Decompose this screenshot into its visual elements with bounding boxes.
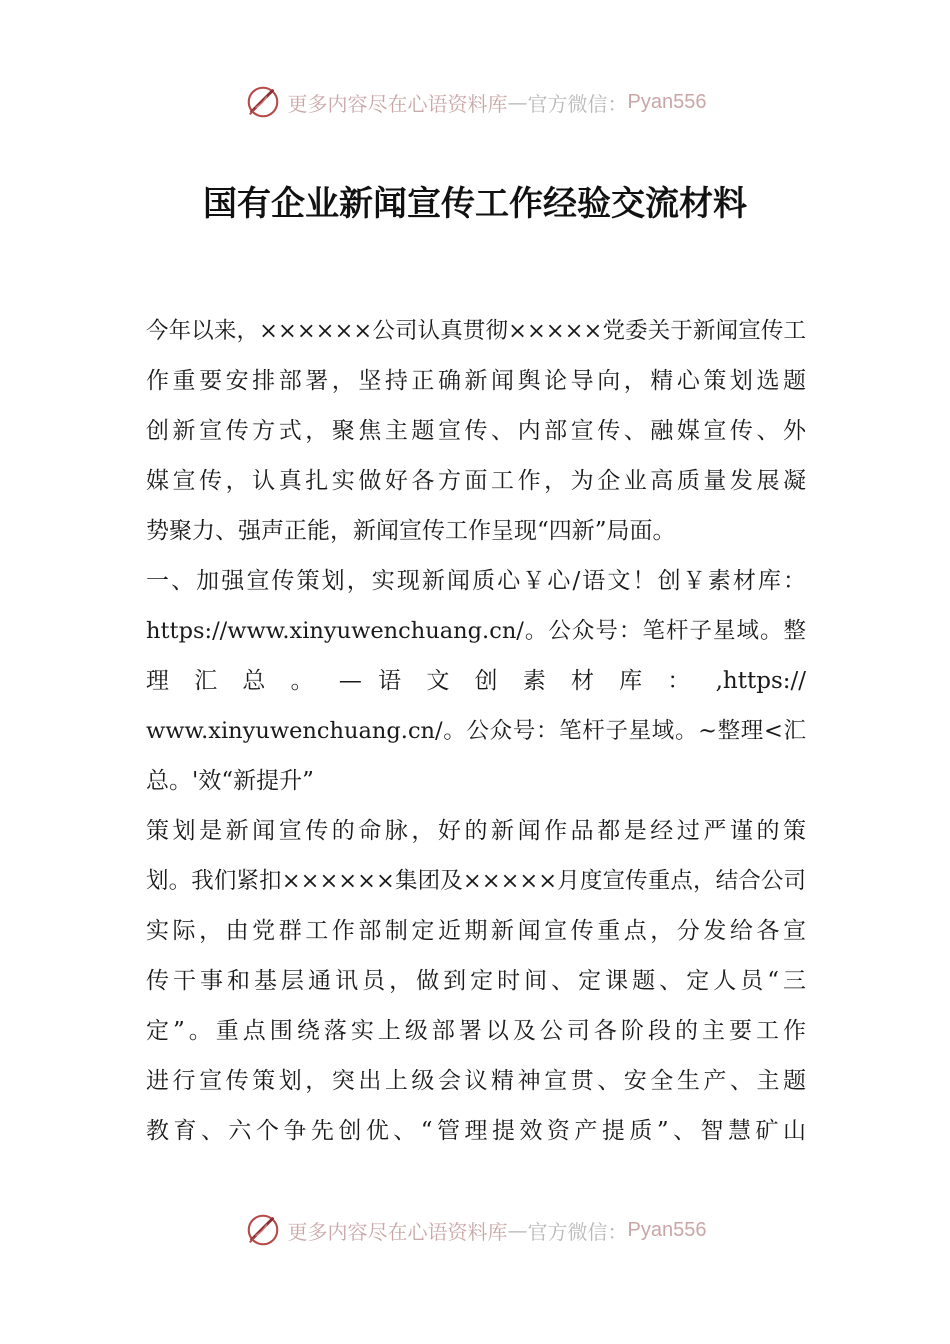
document-body (146, 306, 806, 1156)
watermark-wechat-label: 官方微信： (527, 91, 628, 116)
watermark-banner-bottom (0, 1208, 950, 1252)
document-title: 国有企业新闻宣传工作经验交流材料 (203, 184, 747, 224)
paragraph-line: 媒宣传，认真扎实做好各方面工作，为企业高质量发展凝 (146, 468, 806, 494)
paragraph-line: 创新宣传方式，聚焦主题宣传、内部宣传、融媒宣传、外 (146, 418, 806, 444)
paragraph-line: 策划是新闻宣传的命脉，好的新闻作品都是经过严谨的策 (146, 818, 806, 844)
watermark-separator: — (507, 1218, 528, 1242)
paragraph-line: 进行宣传策划，突出上级会议精神宣贯、安全生产、主题 (146, 1068, 806, 1094)
watermark-separator: — (507, 90, 528, 114)
section-heading-line: https://www.xinyuwenchuang.cn/。公众号：笔杆子星域。整 (146, 618, 806, 644)
paragraph-line: 作重要安排部署，坚持正确新闻舆论导向，精心策划选题 (146, 368, 806, 394)
watermark-banner-top (0, 80, 950, 124)
watermark-brand-text: 更多内容尽在心语资料库 (287, 1219, 508, 1244)
paragraph-line: 定”。重点围绕落实上级部署以及公司各阶段的主要工作 (146, 1018, 806, 1044)
paragraph-line: 势聚力、强声正能，新闻宣传工作呈现“四新”局面。 (146, 518, 676, 544)
section-heading-line: 总。'效“新提升” (146, 768, 314, 794)
paragraph-line: 实际，由党群工作部制定近期新闻宣传重点，分发给各宣 (146, 918, 806, 944)
section-heading-line: 理 汇 总 。 — 语 文 创 素 材 库 ： ,https:// (146, 668, 806, 694)
paragraph-line: 传干事和基层通讯员，做到定时间、定课题、定人员“三 (146, 968, 806, 994)
paragraph-line: 今年以来，××××××公司认真贯彻×××××党委关于新闻宣传工 (146, 318, 806, 344)
paragraph-line: 教育、六个争先创优、“管理提效资产提质”、智慧矿山 (146, 1118, 806, 1144)
watermark-wechat-label: 官方微信： (527, 1219, 628, 1244)
section-heading-line: www.xinyuwenchuang.cn/。公众号：笔杆子星域。~整理<汇 (146, 718, 806, 744)
paragraph-line: 划。我们紧扣××××××集团及×××××月度宣传重点，结合公司 (146, 868, 806, 894)
watermark-brand-text: 更多内容尽在心语资料库 (287, 91, 508, 116)
watermark-wechat-id: Pyan556 (627, 90, 707, 113)
pen-logo-icon (244, 83, 282, 121)
section-heading-line: 一、加强宣传策划，实现新闻质心￥心/语文！创￥素材库： (146, 568, 806, 594)
pen-logo-icon (244, 1211, 282, 1249)
watermark-wechat-id: Pyan556 (627, 1218, 707, 1241)
